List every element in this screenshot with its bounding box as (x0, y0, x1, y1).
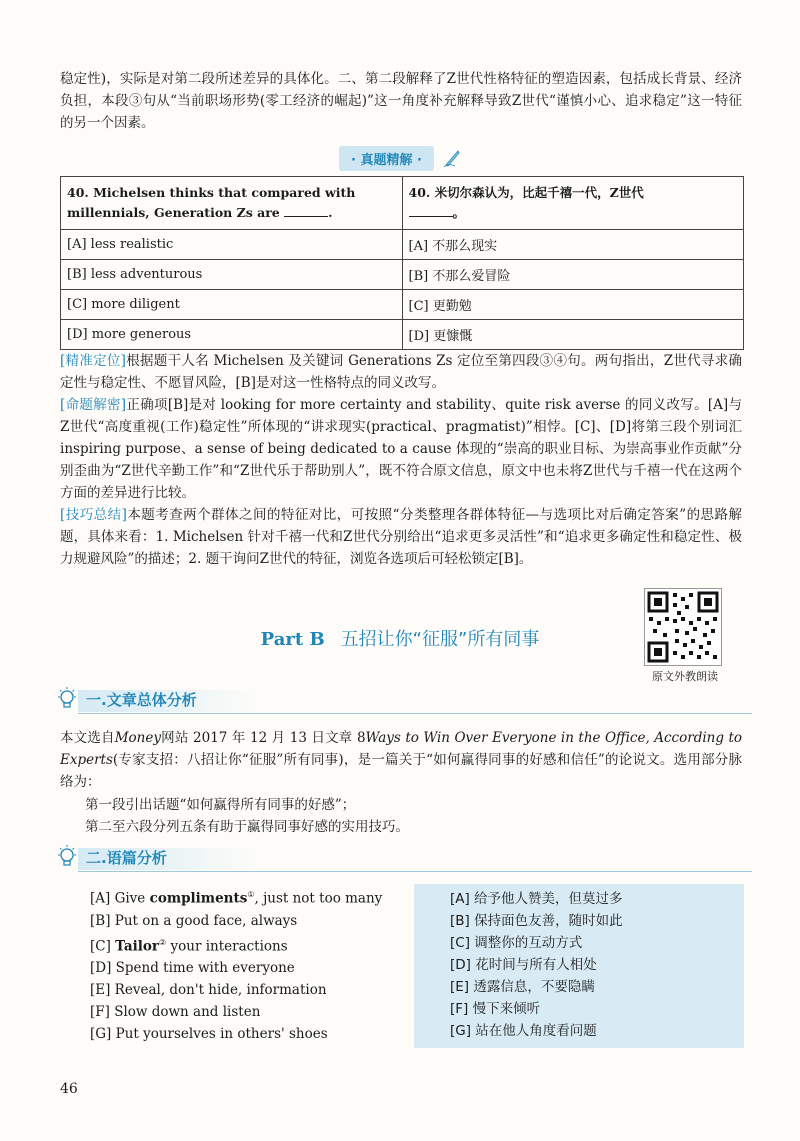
option-en: [B] less adventurous (61, 260, 403, 290)
overview-structure-1: 第一段引出话题“如何赢得所有同事的好感”； (85, 797, 356, 813)
analysis-locate: [精准定位]根据题干人名 Michelsen 及关键词 Generations Zs 定位至第四段③④句。两句指出，Z世代寻求确定性与稳定性、不愿冒风险，[B]是对这一性格特点的同义改写。 (60, 353, 742, 391)
heading-option-zh: [B] 保持面色友善，随时如此 (450, 913, 623, 929)
qr-code[interactable] (644, 588, 722, 666)
intro-paragraph: 稳定性)，实际是对第二段所述差异的具体化。二、第二段解释了Z世代性格特征的塑造因素，包括成长背景、经济负担，本段③句从“当前职场形势(零工经济的崛起)”这一角度补充解释导致Z世代“谨慎小心、追求稳定”这一特征的另一个因素。 (60, 71, 742, 131)
heading-option-zh: [A] 给予他人赞美，但莫过多 (450, 891, 623, 907)
option-zh: [B] 不那么爱冒险 (402, 260, 744, 290)
answer-blank (409, 216, 453, 217)
qr-caption: 原文外教朗读 (652, 670, 718, 683)
heading-options-zh (414, 884, 744, 1048)
question-stem-en: 40. Michelsen thinks that compared with millennials, Generation Zs are . (61, 177, 403, 230)
heading-option-en: [B] Put on a good face, always (90, 912, 298, 929)
option-zh: [C] 更勤勉 (402, 290, 744, 320)
option-row (61, 320, 744, 350)
heading-option-en: [D] Spend time with everyone (90, 960, 295, 976)
heading-option-zh: [E] 透露信息，不要隐瞒 (450, 979, 595, 995)
analysis-tag: [技巧总结] (60, 507, 127, 523)
heading-options-en (90, 884, 382, 1045)
section-title: 二.语篇分析 (86, 849, 167, 867)
overview-structure-2: 第二至六段分列五条有助于赢得同事好感的实用技巧。 (85, 819, 409, 835)
heading-option-en: [C] Tailor② your interactions (90, 937, 288, 954)
part-b-title: 五招让你“征服”所有同事 (340, 629, 540, 650)
section-title: 一.文章总体分析 (86, 691, 197, 709)
heading-option-zh: [D] 花时间与所有人相处 (450, 957, 597, 973)
exam-analysis-header (0, 146, 800, 172)
question-table (60, 176, 744, 350)
option-row (61, 230, 744, 260)
option-row (61, 260, 744, 290)
exam-analysis-badge: · 真题精解 · (339, 146, 434, 171)
option-en: [D] more generous (61, 320, 403, 350)
option-row (61, 290, 744, 320)
heading-option-zh: [F] 慢下来倾听 (450, 1001, 541, 1017)
option-en: [C] more diligent (61, 290, 403, 320)
section-discourse-analysis-header (56, 844, 752, 872)
question-stem-row (61, 177, 744, 230)
answer-blank (284, 216, 328, 217)
part-b-label: Part B (260, 629, 325, 650)
heading-option-en: [E] Reveal, don't hide, information (90, 982, 327, 998)
analysis-tag: [命题解密] (60, 397, 127, 413)
lightbulb-icon (56, 844, 78, 874)
page-number: 46 (60, 1081, 78, 1097)
section-overall-analysis-header (56, 686, 752, 714)
analysis-decode: [命题解密]正确项[B]是对 looking for more certainty and stability、quite risk averse 的同义改写。[A]与Z世代“高度重视(工作)稳定性”所体现的“讲求现实(practical、pragmatist)”相悖。[C]、[D]将第三段个别词汇 inspiring purpose、a sense of being dedicated to a cause 体现的“崇高的职业目标、为崇高事业作贡献”分别歪曲为“Z世代辛勤工作”和“Z世代乐于帮助别人”，既不符合原文信息，原文中也未将Z世代与千禧一代在这两个方面的差异进行比较。 (60, 397, 742, 501)
question-stem-zh: 40. 米切尔森认为，比起千禧一代，Z世代 。 (402, 177, 744, 230)
pen-icon (443, 148, 461, 172)
option-zh: [A] 不那么现实 (402, 230, 744, 260)
analysis-tag: [精准定位] (60, 353, 126, 369)
lightbulb-icon (56, 686, 78, 716)
heading-option-zh: [G] 站在他人角度看问题 (450, 1023, 597, 1039)
heading-option-en: [G] Put yourselves in others' shoes (90, 1026, 328, 1042)
heading-option-en: [A] Give compliments①, just not too many (90, 890, 383, 907)
overview-paragraph: 本文选自Money网站 2017 年 12 月 13 日文章 8Ways to Win Over Everyone in the Office, According to Experts(专家支招：八招让你“征服”所有同事)，是一篇关于“如何赢得同事的好感和信任”的论说文。选用部分脉络为： (60, 730, 743, 790)
heading-option-zh: [C] 调整你的互动方式 (450, 935, 583, 951)
heading-option-en: [F] Slow down and listen (90, 1004, 261, 1020)
analysis-tips: [技巧总结]本题考查两个群体之间的特征对比，可按照“分类整理各群体特征—与选项比对后确定答案”的思路解题，具体来看：1. Michelsen 针对千禧一代和Z世代分别给出“追求更多灵活性”和“追求更多确定性和稳定性、极力规避风险”的描述；2. 题干询问Z世代的特征，浏览各选项后可轻松锁定[B]。 (60, 507, 742, 567)
option-zh: [D] 更慷慨 (402, 320, 744, 350)
option-en: [A] less realistic (61, 230, 403, 260)
